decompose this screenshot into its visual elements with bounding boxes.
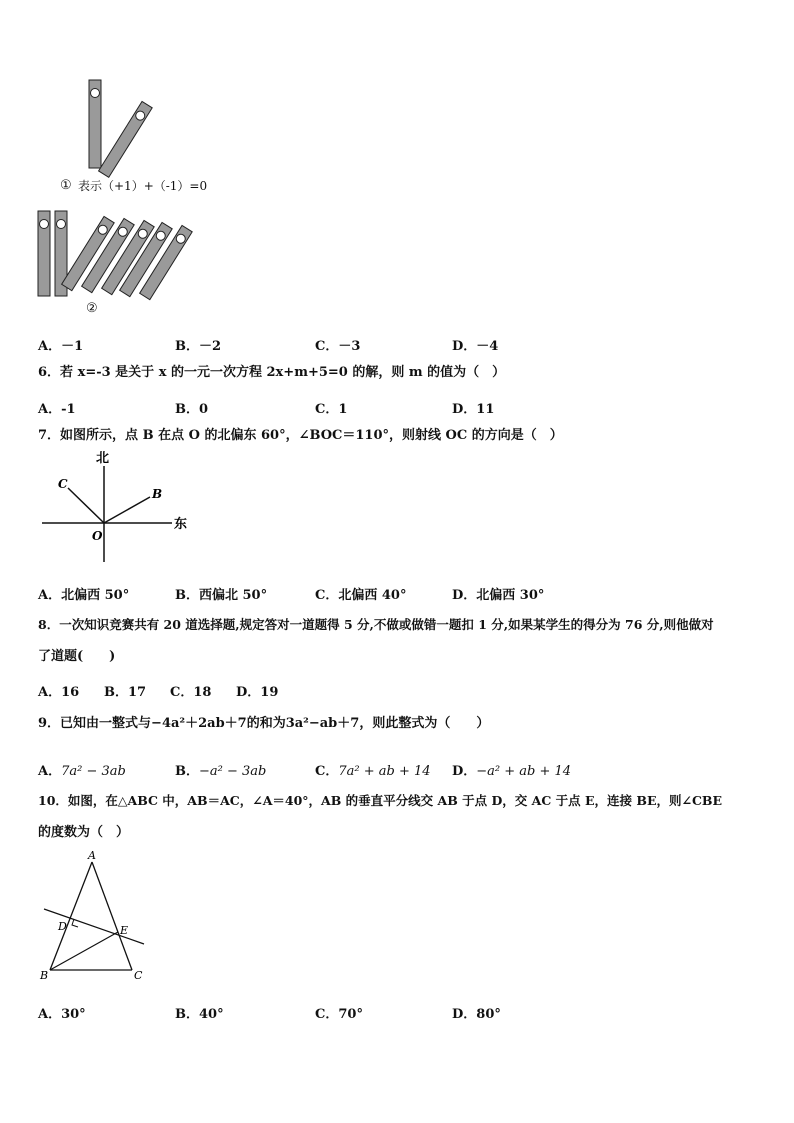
q8-option-b[interactable]: B．17 <box>104 685 147 700</box>
q10-option-d[interactable]: D．80° <box>452 1007 501 1022</box>
q9-option-b-value: −a² − 3ab <box>199 764 267 779</box>
q6-option-c[interactable]: C．1 <box>315 402 348 417</box>
q9-option-d[interactable] <box>452 760 571 779</box>
q6-option-b[interactable]: B．0 <box>175 402 209 417</box>
q9-option-b[interactable] <box>175 760 266 779</box>
q9-option-a-value: 7a² − 3ab <box>61 764 126 779</box>
label-east: 东 <box>174 517 188 532</box>
ray-ob <box>104 497 150 523</box>
q9-option-c-value: 7a² + ab + 14 <box>338 764 431 779</box>
q9-option-a[interactable] <box>38 760 126 779</box>
rods-circle-2: ② <box>86 301 98 316</box>
q9-option-d-label: D． <box>452 764 477 779</box>
rods-figure <box>30 75 220 320</box>
q8-option-a[interactable]: A．16 <box>38 685 80 700</box>
q9-option-d-value: −a² + ab + 14 <box>476 764 572 779</box>
q5-option-a[interactable]: A．－1 <box>38 339 84 354</box>
q7-option-a[interactable]: A．北偏西 50° <box>38 588 130 603</box>
q9-option-c-label: C． <box>315 764 339 779</box>
q9-option-c[interactable] <box>315 760 431 779</box>
label-north: 北 <box>96 451 110 466</box>
q7-option-b[interactable]: B．西偏北 50° <box>175 588 268 603</box>
segment-be <box>50 932 118 970</box>
rod-vertical-1 <box>89 80 101 168</box>
q9-option-b-label: B． <box>175 764 199 779</box>
label-a: A <box>88 849 96 862</box>
q7-option-c[interactable]: C．北偏西 40° <box>315 588 407 603</box>
q10-option-c[interactable]: C．70° <box>315 1007 363 1022</box>
q10-stem-line2: 的度数为（ ） <box>38 825 130 840</box>
compass-figure <box>38 450 198 570</box>
side-ab <box>50 862 92 970</box>
label-b: B <box>152 487 163 501</box>
q9-stem: 9．已知由一整式与−4a²＋2ab＋7的和为3a²−ab＋7，则此整式为（ ） <box>38 716 490 731</box>
q8-option-c[interactable]: C．18 <box>170 685 212 700</box>
label-e: E <box>120 924 129 937</box>
label-c: C <box>134 969 143 982</box>
triangle-figure <box>36 848 156 983</box>
q7-stem: 7．如图所示，点 B 在点 O 的北偏东 60°，∠BOC＝110°，则射线 OC 的方向是（ ） <box>38 428 563 443</box>
rods-caption: 表示（+1）+（-1）=0 <box>78 179 208 193</box>
q5-option-b[interactable]: B．－2 <box>175 339 222 354</box>
q6-stem: 6．若 x=-3 是关于 x 的一元一次方程 2x+m+5=0 的解，则 m 的值为（ ） <box>38 365 506 380</box>
q6-option-a[interactable]: A．-1 <box>38 402 76 417</box>
q8-option-d[interactable]: D．19 <box>236 685 279 700</box>
rod-vertical-2a <box>38 211 50 296</box>
q10-stem-line1: 10．如图，在△ABC 中，AB＝AC，∠A＝40°，AB 的垂直平分线交 AB 于点 D，交 AC 于点 E，连接 BE，则∠CBE <box>38 793 722 808</box>
label-b: B <box>40 969 49 982</box>
rod-tilted-1 <box>99 101 153 177</box>
label-c: C <box>58 477 68 491</box>
ray-oc <box>68 488 104 523</box>
q9-option-a-label: A． <box>38 764 62 779</box>
side-ac <box>92 862 132 970</box>
q5-option-d[interactable]: D．－4 <box>452 339 499 354</box>
label-d: D <box>58 920 67 933</box>
q6-option-d[interactable]: D．11 <box>452 402 495 417</box>
q10-option-b[interactable]: B．40° <box>175 1007 224 1022</box>
rods-circle-1: ① <box>60 178 72 193</box>
label-o: O <box>92 529 103 543</box>
q5-option-c[interactable]: C．－3 <box>315 339 361 354</box>
q7-option-d[interactable]: D．北偏西 30° <box>452 588 545 603</box>
q8-stem-line1: 8．一次知识竞赛共有 20 道选择题,规定答对一道题得 5 分,不做或做错一题扣 1 分,如果某学生的得分为 76 分,则他做对 <box>38 617 714 632</box>
q8-stem-line2: 了道题( ) <box>38 649 116 664</box>
q10-option-a[interactable]: A．30° <box>38 1007 86 1022</box>
